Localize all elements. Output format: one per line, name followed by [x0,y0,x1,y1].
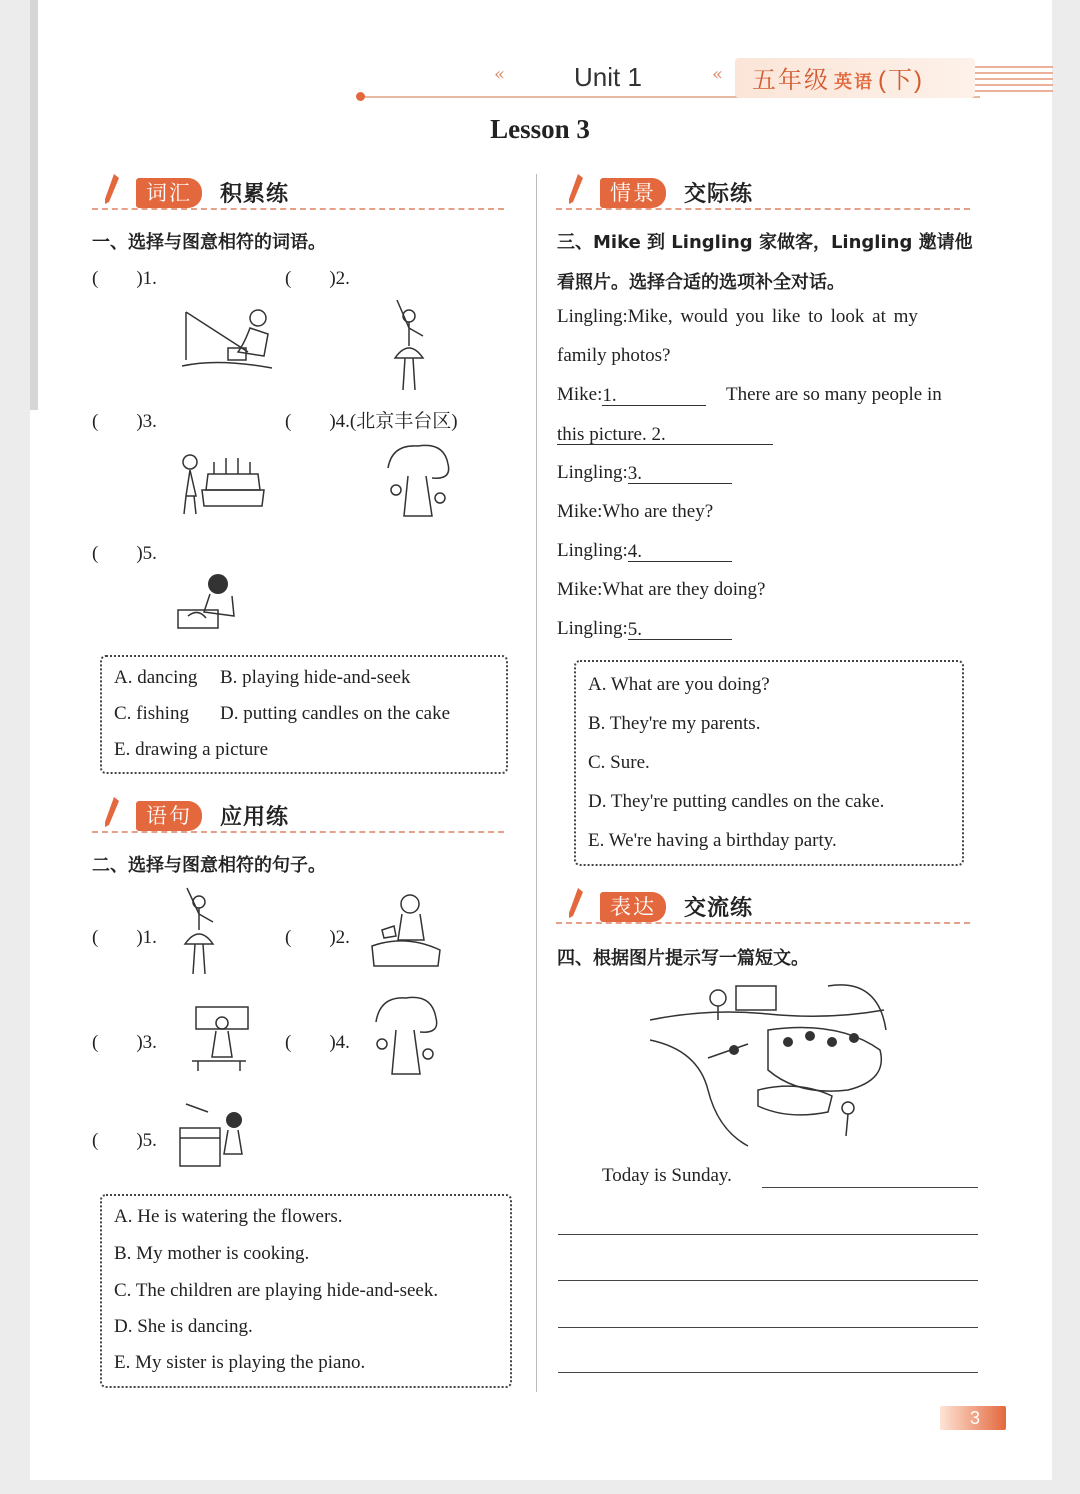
q2-option: D. She is dancing. [114,1316,253,1337]
cooking-illustration [186,1005,252,1075]
pencil-icon [566,172,586,206]
q1-item[interactable]: ( )5. [92,543,157,564]
q2-item[interactable]: ( )4. [285,1032,350,1053]
cake-illustration [174,444,268,518]
section-title: 应用练 [220,805,290,830]
tree-hide-seek-illustration [370,992,440,1080]
lesson-title: Lesson 3 [490,114,590,144]
writing-line[interactable] [558,1372,978,1373]
pencil-icon [102,795,122,829]
q3-title-cont: 看照片。选择合适的选项补全对话。 [557,272,845,293]
dialog-line: Lingling:3. [557,462,732,484]
park-scene-illustration [648,980,890,1150]
chevron-left-icon: « [494,64,506,85]
q3-option: B. They're my parents. [588,713,761,734]
scan-edge [30,0,38,410]
unit-title: Unit 1 [574,62,642,92]
q1-item[interactable]: ( )4.(北京丰台区) [285,411,458,432]
answer-blank[interactable]: 4. [628,541,732,562]
section-tag: 词汇 [136,178,202,208]
q3-options-box [574,660,964,866]
section-title: 交际练 [684,182,754,207]
q2-item[interactable]: ( )2. [285,927,350,948]
section-tag: 语句 [136,801,202,831]
dancer-illustration [177,886,225,978]
q2-options-box [100,1194,512,1388]
q1-option: E. drawing a picture [114,739,269,760]
dialog-line: Lingling:Mike, would you like to look at my [557,306,918,327]
page-number: 3 [940,1406,1006,1430]
fishing-illustration [178,300,274,374]
dialog-line: Lingling:5. [557,618,732,640]
section-express [556,886,978,926]
section-rule [556,208,970,210]
q1-option: B. playing hide-and-seek [220,667,411,688]
q1-option: C. fishing [114,703,189,724]
q4-title: 四、根据图片提示写一篇短文。 [557,948,809,969]
dialog-line: Mike:Who are they? [557,501,714,522]
writing-line[interactable] [558,1234,978,1235]
q2-option: B. My mother is cooking. [114,1243,310,1264]
dialog-line [557,423,773,445]
writing-line[interactable] [762,1187,978,1188]
english-logo: 英语 [834,72,874,92]
column-divider [536,174,537,1392]
q1-title: 一、选择与图意相符的词语。 [92,232,326,253]
q2-option: A. He is watering the flowers. [114,1206,343,1227]
q1-options-box [100,655,508,774]
section-rule [92,831,504,833]
chevron-left-icon: « [712,64,724,85]
dialog-line: Mike:What are they doing? [557,579,766,600]
q1-item[interactable]: ( )2. [285,268,350,289]
essay-start: Today is Sunday. [602,1165,732,1186]
section-title: 交流练 [684,896,754,921]
q2-title: 二、选择与图意相符的句子。 [92,855,326,876]
dialog-line: There are so many people in [726,384,942,405]
q3-option: A. What are you doing? [588,674,770,695]
pencil-icon [566,886,586,920]
answer-blank[interactable]: this picture. 2. [557,424,773,445]
answer-blank[interactable]: 3. [628,463,732,484]
pencil-icon [102,172,122,206]
section-vocab [92,172,512,212]
drawing-illustration [174,572,248,634]
q1-item[interactable]: ( )1. [92,268,157,289]
q1-option: A. dancing [114,667,198,688]
section-sentence [92,795,512,835]
writing-line[interactable] [558,1280,978,1281]
header-dot [356,92,365,101]
watering-illustration [368,890,444,970]
section-title: 积累练 [220,182,290,207]
q3-option: D. They're putting candles on the cake. [588,791,885,812]
section-rule [92,208,504,210]
section-situation [556,172,978,212]
q2-item[interactable]: ( )5. [92,1130,157,1151]
q1-option: D. putting candles on the cake [220,703,451,724]
section-tag: 情景 [600,178,666,208]
tree-hide-seek-illustration [382,440,452,522]
grade-label: 五年级 英语 (下) [752,67,924,94]
dialog-line: family photos? [557,345,671,366]
q3-option: E. We're having a birthday party. [588,830,837,851]
dialog-line: Lingling:4. [557,540,732,562]
piano-illustration [176,1098,250,1172]
q3-title: 三、Mike 到 Lingling 家做客，Lingling 邀请他 [557,232,973,253]
q2-item[interactable]: ( )3. [92,1032,157,1053]
answer-blank[interactable]: 5. [628,619,732,640]
q1-item[interactable]: ( )3. [92,411,157,432]
writing-line[interactable] [558,1327,978,1328]
dancer-illustration [385,298,435,394]
dialog-line: Mike:1. [557,384,706,406]
q2-item[interactable]: ( )1. [92,927,157,948]
answer-blank[interactable]: 1. [602,385,706,406]
q3-option: C. Sure. [588,752,650,773]
q2-option: C. The children are playing hide-and-seek. [114,1280,439,1301]
section-tag: 表达 [600,892,666,922]
section-rule [556,922,970,924]
q2-option: E. My sister is playing the piano. [114,1352,366,1373]
